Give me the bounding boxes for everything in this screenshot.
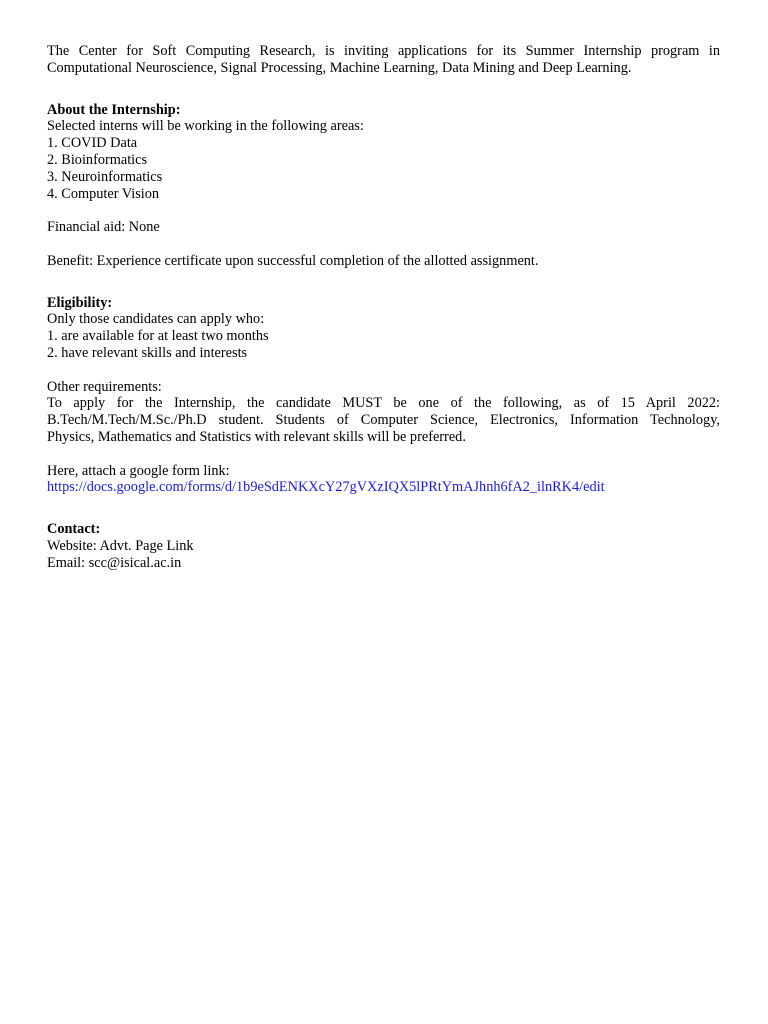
eligibility-heading: Eligibility:: [47, 294, 113, 311]
area-item: 2. Bioinformatics: [47, 151, 148, 168]
eligibility-item: 1. are available for at least two months: [47, 328, 269, 345]
area-item: 4. Computer Vision: [47, 185, 160, 202]
eligibility-lead: Only those candidates can apply who:: [47, 311, 265, 328]
about-heading: About the Internship:: [47, 101, 181, 118]
google-form-link[interactable]: https://docs.google.com/forms/d/1b9eSdENKXcY27gVXzIQX5lPRtYmAJhnh6fA2_ilnRK4/edit: [47, 479, 605, 496]
spacer: [47, 362, 720, 379]
spacer: [47, 236, 720, 253]
financial-aid: Financial aid: None: [47, 219, 160, 236]
other-requirements-line-1: To apply for the Internship, the candidate MUST be one of the following, as of 15 April 2022:: [47, 395, 720, 412]
spacer: [47, 77, 720, 102]
area-item: 1. COVID Data: [47, 135, 138, 152]
contact-heading: Contact:: [47, 521, 101, 538]
spacer: [47, 496, 720, 521]
contact-email: Email: scc@isical.ac.in: [47, 554, 182, 571]
spacer: [47, 202, 720, 219]
spacer: [47, 270, 720, 295]
intro-line-2: Computational Neuroscience, Signal Processing, Machine Learning, Data Mining and Deep Learning.: [47, 59, 632, 76]
area-item: 3. Neuroinformatics: [47, 168, 163, 185]
form-lead: Here, attach a google form link:: [47, 462, 230, 479]
spacer: [47, 446, 720, 463]
document-body: [47, 43, 720, 572]
other-requirements-line-3: Physics, Mathematics and Statistics with relevant skills will be preferred.: [47, 428, 466, 445]
about-lead: Selected interns will be working in the following areas:: [47, 118, 364, 135]
eligibility-item: 2. have relevant skills and interests: [47, 344, 248, 361]
benefit: Benefit: Experience certificate upon successful completion of the allotted assignment.: [47, 252, 539, 269]
contact-website: Website: Advt. Page Link: [47, 537, 194, 554]
other-requirements-line-2: B.Tech/M.Tech/M.Sc./Ph.D student. Students of Computer Science, Electronics, Information Technology,: [47, 412, 720, 429]
other-requirements-heading: Other requirements:: [47, 378, 162, 395]
intro-line-1: The Center for Soft Computing Research, is inviting applications for its Summer Internship program in: [47, 43, 720, 59]
